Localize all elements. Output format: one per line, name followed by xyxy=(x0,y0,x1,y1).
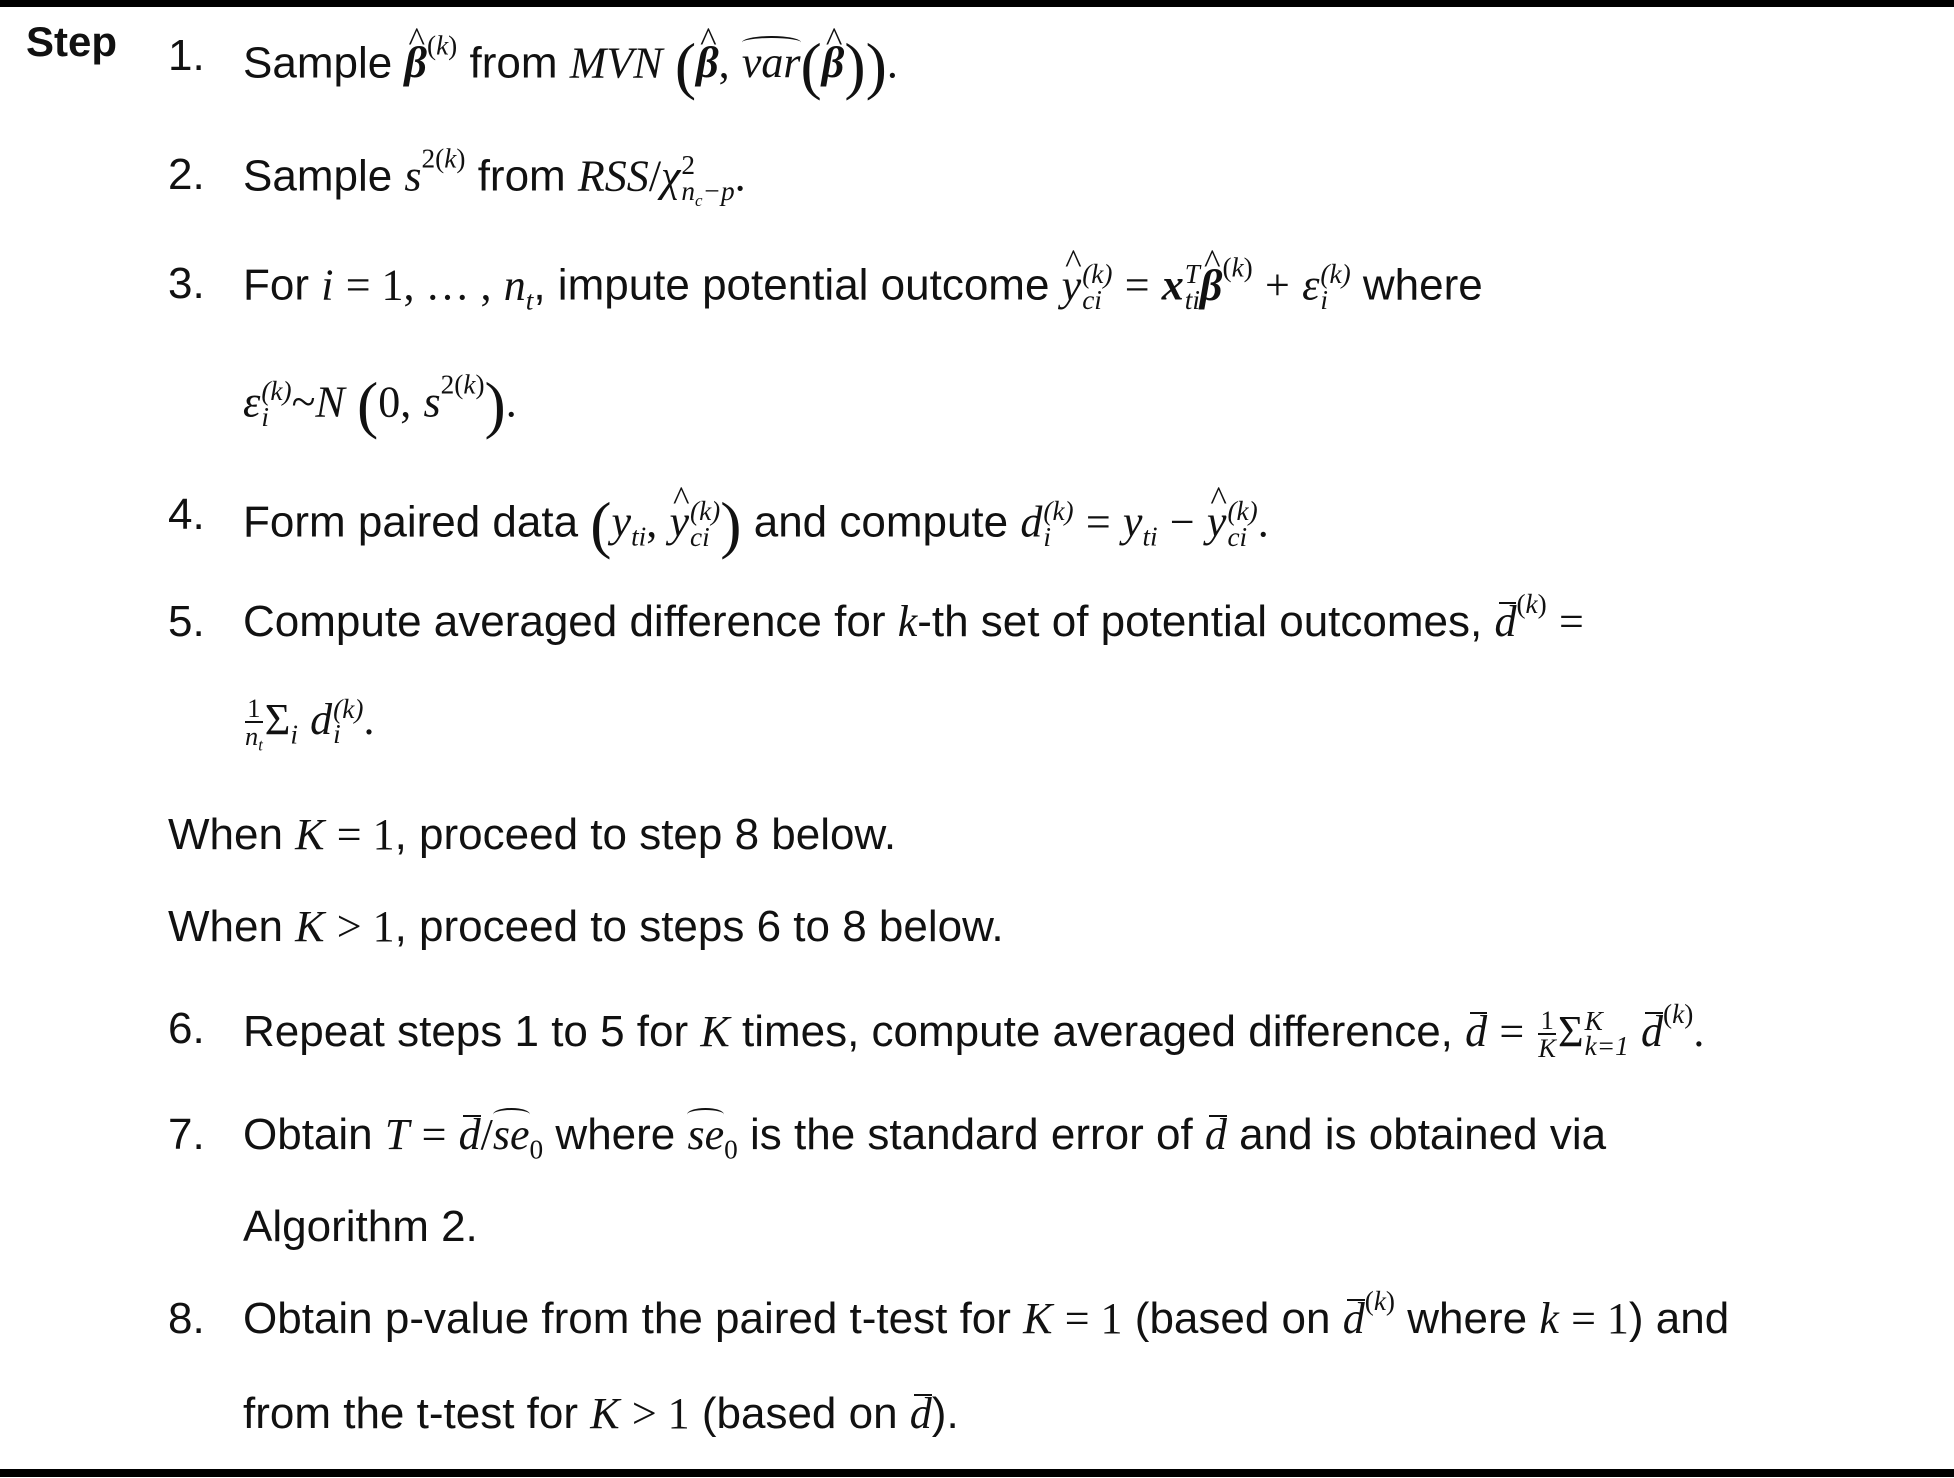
step-6-text-a: Repeat steps 1 to 5 for xyxy=(243,1007,701,1057)
step-7-text-b: where xyxy=(543,1110,688,1159)
step-8-text-a: Obtain p-value from the paired t-test for xyxy=(243,1294,1024,1343)
step-7-number: 7. xyxy=(168,1110,205,1159)
step-5-number: 5. xyxy=(168,597,205,646)
step-2-text-b: from xyxy=(465,151,578,201)
step-4-number: 4. xyxy=(168,490,205,539)
step-2-number: 2. xyxy=(168,150,205,199)
step-7-continuation: Algorithm 2. xyxy=(243,1202,478,1251)
step-2-text: Sample $s^{2(k)}$ from RSS/χ 2 $n_c-p$ . xyxy=(243,143,746,210)
note-k-greater-1: When K > 1, proceed to steps 6 to 8 below. xyxy=(168,902,1004,951)
step-8-text-b: (based on xyxy=(1122,1294,1343,1343)
step-5-text-b: -th set of potential outcomes, xyxy=(917,597,1495,646)
step-6-text-b: times, compute averaged difference, xyxy=(729,1007,1466,1057)
step-2-text-a: Sample xyxy=(243,151,405,201)
step-5-text: Compute averaged difference for k-th set of potential outcomes, $d^{(k)}$ = xyxy=(243,588,1584,646)
step-4-text-b: and compute xyxy=(741,497,1021,547)
step-3-number: 3. xyxy=(168,259,205,308)
step-column-header: Step xyxy=(26,18,118,65)
step-8-continuation: from the t-test for K > 1 (based on d). xyxy=(243,1389,959,1438)
bottom-rule xyxy=(0,1469,1954,1477)
note-2-text-a: When xyxy=(168,902,296,951)
step-8-continuation-c: ). xyxy=(931,1389,959,1438)
step-1-text-a: Sample xyxy=(243,38,405,88)
step-8-continuation-a: from the t-test for xyxy=(243,1389,591,1438)
step-1-number: 1. xyxy=(168,31,205,80)
step-3-text-c: where xyxy=(1350,260,1483,310)
step-3-text: For i = 1, … , $n_t$, impute potential outcome ^ y (k) ci = x T ti ^ $\beta^{(k)} + \varepsilon$ (k) i where xyxy=(243,262,1483,314)
note-1-text-a: When xyxy=(168,810,296,859)
step-3-continuation: ε (k) i ~N (0, $s^{2(k)}$). xyxy=(243,369,517,440)
step-7-text-d: and is obtained via xyxy=(1226,1110,1607,1159)
note-1-text-b: , proceed to step 8 below. xyxy=(394,810,897,859)
step-3-text-a: For xyxy=(243,260,322,310)
step-3-text-b: , impute potential outcome xyxy=(533,260,1062,310)
note-2-text-b: , proceed to steps 6 to 8 below. xyxy=(394,902,1004,951)
step-5-text-a: Compute averaged difference for xyxy=(243,597,898,646)
step-6-number: 6. xyxy=(168,1004,205,1053)
step-8-text-c: where xyxy=(1395,1294,1540,1343)
step-6-text: Repeat steps 1 to 5 for K times, compute averaged difference, d = $\frac{1}{K}$ Σ K k=1 $d^{(k)}$. xyxy=(243,998,1705,1064)
step-1-text: Sample ^ $\beta^{(k)}$ from MVN (^ β, var(^ β)). xyxy=(243,34,898,98)
step-8-text: Obtain p-value from the paired t-test for K = 1 (based on $d^{(k)}$ where k = 1) and xyxy=(243,1285,1730,1343)
step-7-text-c: is the standard error of xyxy=(737,1110,1205,1159)
step-4-text: Form paired data ($y_{ti}$, ^ y (k) ci ) and compute d (k) i = $y_{ti}$ − ^ y (k) ci . xyxy=(243,493,1269,557)
step-5-continuation: $\frac{1}{n_t}$ $\Sigma_i$ d (k) i . xyxy=(245,693,375,756)
step-8-continuation-b: (based on xyxy=(689,1389,910,1438)
note-k-equals-1: When K = 1, proceed to step 8 below. xyxy=(168,810,897,859)
step-7-text: Obtain $T = d/se_0$ where $se_0$ is the standard error of d and is obtained via xyxy=(243,1110,1607,1165)
top-rule xyxy=(0,0,1954,7)
step-8-number: 8. xyxy=(168,1294,205,1343)
step-1-text-b: from xyxy=(457,38,570,88)
step-7-text-a: Obtain xyxy=(243,1110,385,1159)
step-8-text-d: ) and xyxy=(1628,1294,1730,1343)
step-4-text-a: Form paired data xyxy=(243,497,591,547)
